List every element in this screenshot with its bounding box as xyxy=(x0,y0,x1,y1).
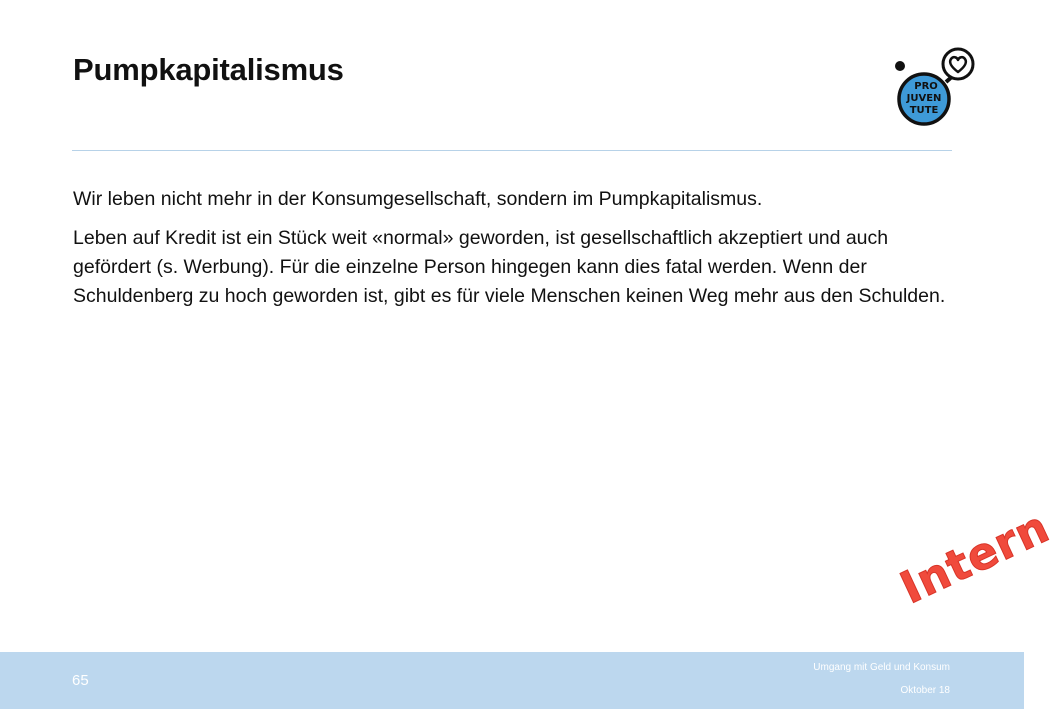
title-divider xyxy=(72,150,952,151)
page-number: 65 xyxy=(72,672,89,689)
slide-body xyxy=(73,185,963,321)
footer-bar xyxy=(0,652,1024,709)
paragraph-2: Leben auf Kredit ist ein Stück weit «normal» geworden, ist gesellschaftlich akzeptiert und auch gefördert (s. Werbung). Für die einzelne Person hingegen kann dies fatal werden. Wenn der Schuldenberg zu hoch geworden ist, gibt es für viele Menschen keinen Weg mehr aus den Schulden. xyxy=(73,227,946,307)
pro-juventute-logo xyxy=(890,45,980,130)
slide-title: Pumpkapitalismus xyxy=(73,52,344,87)
footer-date: Oktober 18 xyxy=(900,685,950,696)
logo-line2: JUVEN xyxy=(906,93,942,104)
logo-line1: PRO xyxy=(914,81,938,92)
paragraph-1: Wir leben nicht mehr in der Konsumgesellschaft, sondern im Pumpkapitalismus. xyxy=(73,188,763,210)
intern-stamp: Intern xyxy=(893,501,1057,615)
logo-dot xyxy=(895,61,905,71)
footer-topic: Umgang mit Geld und Konsum xyxy=(813,662,950,673)
logo-line3: TUTE xyxy=(909,105,939,116)
